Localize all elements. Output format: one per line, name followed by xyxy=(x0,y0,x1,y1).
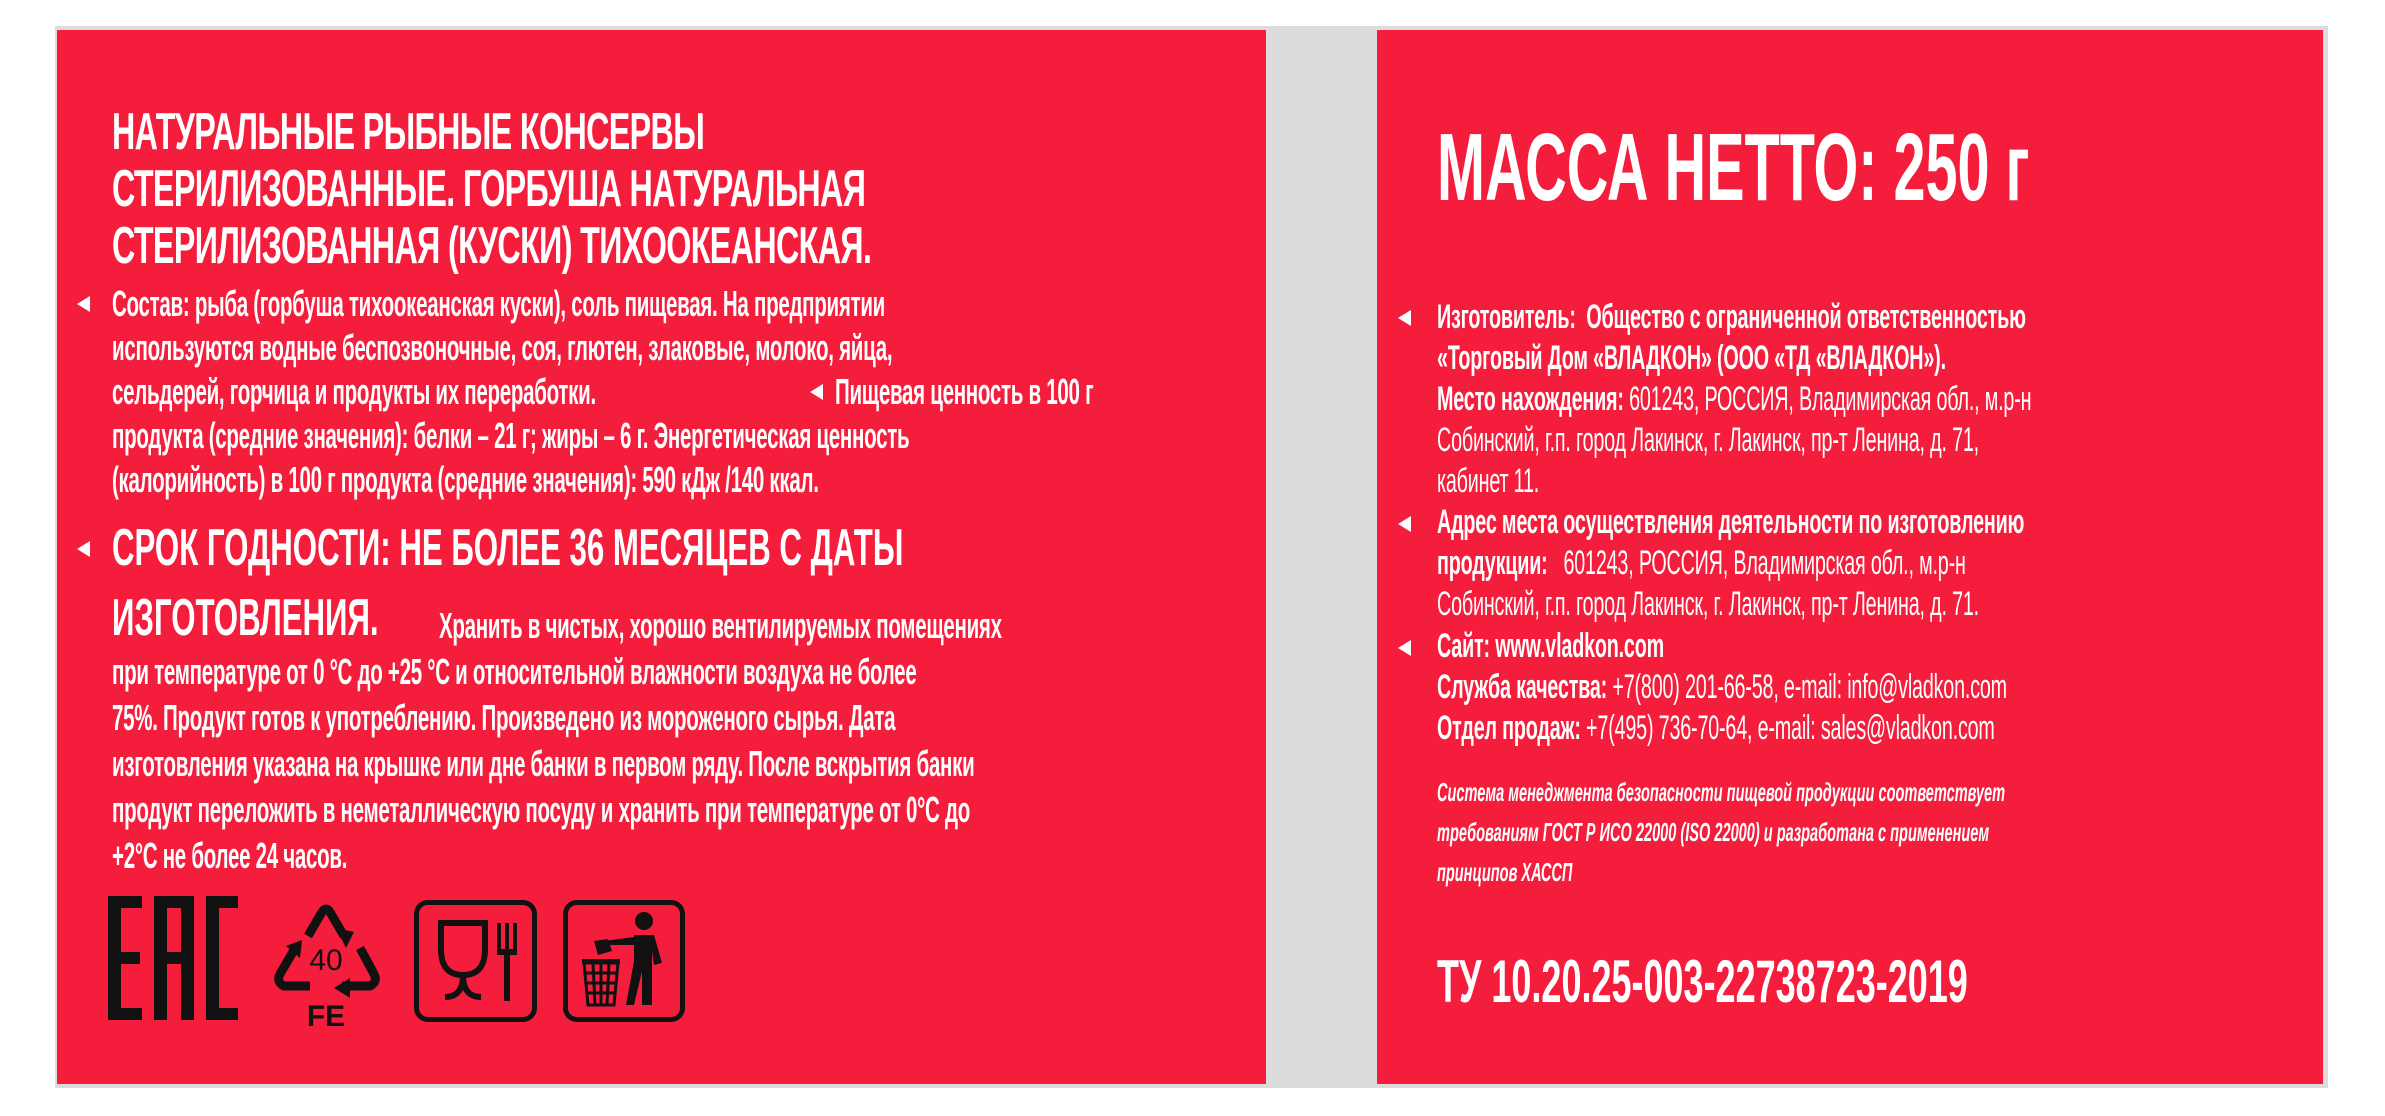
bullet-triangle-icon xyxy=(77,296,90,312)
product-title-line-3: СТЕРИЛИЗОВАННАЯ (КУСКИ) ТИХООКЕАНСКАЯ. xyxy=(112,217,872,275)
storage-line-3: 75%. Продукт готов к употреблению. Произведено из мороженого сырья. Дата xyxy=(112,697,896,738)
certification-line-3-wrap xyxy=(1437,852,1679,892)
storage-line-4-wrap xyxy=(112,742,1266,786)
nutrition-line-2: продукта (средние значения): белки – 21 г; жиры – 6 г. Энергетическая ценность xyxy=(112,415,910,456)
tu-code: ТУ 10.20.25-003-22738723-2019 xyxy=(1437,948,1968,1015)
shelf-life-heading-line-1: СРОК ГОДНОСТИ: НЕ БОЛЕЕ 36 МЕСЯЦЕВ С ДАТЫ xyxy=(112,519,904,577)
storage-line-5: продукт переложить в неметаллическую посуду и хранить при температуре от 0°С до xyxy=(112,789,970,830)
location-value-1: 601243, РОССИЯ, Владимирская обл., м.р-н xyxy=(1629,380,2032,418)
sales-value: +7(495) 736-70-64, e-mail: sales@vladkon.com xyxy=(1586,709,1995,747)
manufacturer-label: Изготовитель: xyxy=(1437,298,1576,336)
quality-service-label: Служба качества: xyxy=(1437,668,1608,706)
svg-text:FE: FE xyxy=(306,1000,346,1030)
quality-service-value: +7(800) 201-66-58, e-mail: info@vladkon.com xyxy=(1612,668,2007,706)
certification-line-2: требованиям ГОСТ Р ИСО 22000 (ISO 22000) и разработана с применением xyxy=(1437,817,1990,847)
bullet-triangle-icon xyxy=(1398,516,1411,532)
storage-line-2: при температуре от 0 °С до +25 °С и относительной влажности воздуха не более xyxy=(112,651,917,692)
net-weight-wrap xyxy=(1437,114,2323,221)
storage-line-4: изготовления указана на крышке или дне банки в первом ряду. После вскрытия банки xyxy=(112,743,975,784)
shelf-life-heading-1-wrap xyxy=(112,520,1266,577)
manufacturer-line-2 xyxy=(1437,338,2314,379)
product-title-line-2-wrap xyxy=(112,161,1266,218)
production-address-value-2: 601243, РОССИЯ, Владимирская обл., м.р-н xyxy=(1563,544,1966,582)
shelf-life-heading-line-2: ИЗГОТОВЛЕНИЯ. xyxy=(112,589,379,647)
bullet-triangle-icon xyxy=(810,384,823,400)
composition-line-3: сельдерей, горчица и продукты их переработки. xyxy=(112,371,596,412)
label-panel-left xyxy=(57,30,1266,1084)
food-contact-glass-fork-icon xyxy=(414,900,537,1022)
manufacturer-name-2: «Торговый Дом «ВЛАДКОН» (ООО «ТД «ВЛАДКОН»). xyxy=(1437,339,1946,377)
nutrition-start-wrap xyxy=(835,370,1266,414)
product-title xyxy=(112,104,1067,161)
label-panel-right xyxy=(1377,30,2323,1084)
composition-line-2: используются водные беспозвоночные, соя, глютен, злаковые, молоко, яйца, xyxy=(112,327,893,368)
manufacturer-line-1 xyxy=(1437,297,2323,338)
product-title-line-3-wrap xyxy=(112,218,1266,275)
net-weight: МАССА НЕТТО: 250 г xyxy=(1437,114,2030,221)
storage-inline-wrap xyxy=(439,604,1266,648)
composition-line-1-wrap xyxy=(112,282,1266,326)
composition-line-6-wrap xyxy=(112,458,1266,502)
website: Сайт: www.vladkon.com xyxy=(1437,627,1664,665)
quality-service-line xyxy=(1437,667,2323,708)
location-line-2 xyxy=(1437,420,2323,461)
certification-line-1: Система менеджмента безопасности пищевой продукции соответствует xyxy=(1437,777,2006,807)
production-address-line-1 xyxy=(1437,502,2323,543)
storage-line-3-wrap xyxy=(112,696,1266,740)
certification-line-2-wrap xyxy=(1437,812,2323,852)
tu-code-wrap xyxy=(1437,950,2322,1014)
storage-line-2-wrap xyxy=(112,650,1266,694)
nutrition-line-start: Пищевая ценность в 100 г xyxy=(835,371,1094,412)
storage-line-6-wrap xyxy=(112,834,525,878)
certification-line-3: принципов ХАССП xyxy=(1437,857,1573,887)
svg-text:40: 40 xyxy=(309,944,343,977)
sales-label: Отдел продаж: xyxy=(1437,709,1581,747)
sales-line xyxy=(1437,708,2323,749)
location-value-3: кабинет 11. xyxy=(1437,462,1540,500)
location-value-2: Собинский, г.п. город Лакинск, г. Лакинск, пр-т Ленина, д. 71, xyxy=(1437,421,1979,459)
recycle-aluminium-icon xyxy=(270,898,382,1030)
storage-line-6: +2°С не более 24 часов. xyxy=(112,835,348,876)
composition-line-1: Состав: рыба (горбуша тихоокеанская куски), соль пищевая. На предприятии xyxy=(112,283,885,324)
location-line-1 xyxy=(1437,379,2323,420)
website-line xyxy=(1437,626,1828,667)
production-address-label-2: продукции: xyxy=(1437,544,1548,582)
tidyman-dispose-icon xyxy=(563,900,685,1022)
storage-line-1: Хранить в чистых, хорошо вентилируемых помещениях xyxy=(439,605,1002,646)
composition-line-5-wrap xyxy=(112,414,1266,458)
manufacturer-name-1: Общество с ограниченной ответственностью xyxy=(1586,298,2026,336)
composition-line-3-wrap xyxy=(112,370,961,414)
bullet-triangle-icon xyxy=(1398,640,1411,656)
energy-value-line: (калорийность) в 100 г продукта (средние значения): 590 кДж /140 ккал. xyxy=(112,459,819,500)
production-address-line-2 xyxy=(1437,543,2323,584)
eac-mark-icon xyxy=(108,896,238,1020)
location-label: Место нахождения: xyxy=(1437,380,1624,418)
storage-line-5-wrap xyxy=(112,788,1266,832)
location-line-3 xyxy=(1437,461,1613,502)
certification-line-1-wrap xyxy=(1437,772,2323,812)
bullet-triangle-icon xyxy=(1398,310,1411,326)
production-address-value-3: Собинский, г.п. город Лакинск, г. Лакинск, пр-т Ленина, д. 71. xyxy=(1437,585,1979,623)
product-title-line-2: СТЕРИЛИЗОВАННЫЕ. ГОРБУША НАТУРАЛЬНАЯ xyxy=(112,160,866,218)
bullet-triangle-icon xyxy=(77,541,90,557)
composition-line-2-wrap xyxy=(112,326,1266,370)
production-address-label-1: Адрес места осуществления деятельности по изготовлению xyxy=(1437,503,2025,541)
production-address-line-3 xyxy=(1437,584,2323,625)
product-title-line-1: НАТУРАЛЬНЫЕ РЫБНЫЕ КОНСЕРВЫ xyxy=(112,103,705,161)
